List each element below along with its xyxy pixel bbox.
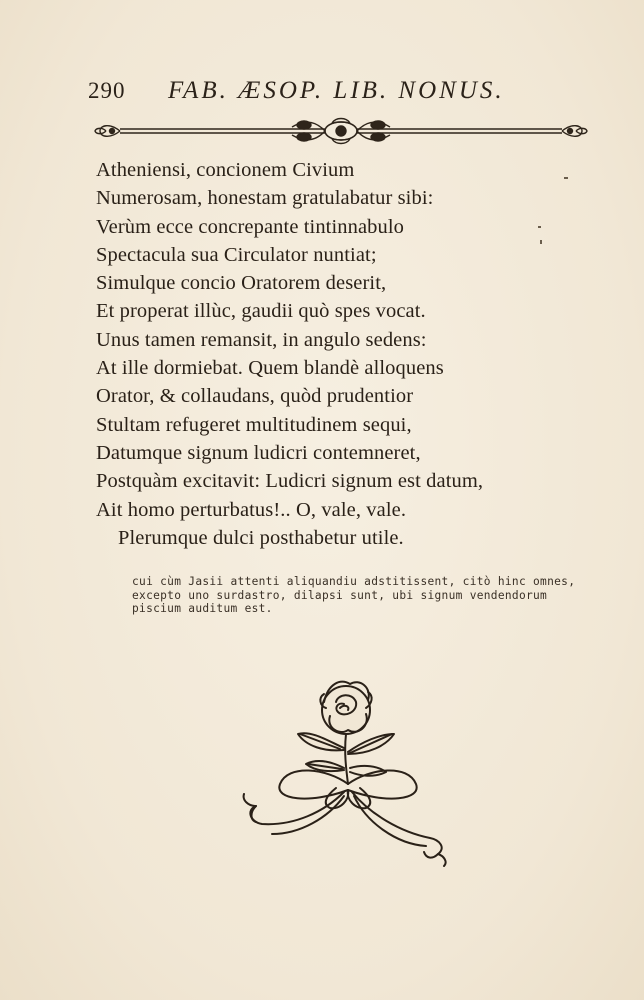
poem-line: Stultam refugeret multitudinem sequi, [96,413,412,436]
poem-moral: Plerumque dulci posthabetur utile. [118,526,404,549]
poem-body [96,156,556,552]
printing-speck [564,177,568,179]
running-title: FAB. ÆSOP. LIB. NONUS. [168,77,505,104]
poem-line: Ait homo perturbatus!.. O, vale, vale. [96,498,407,521]
poem-line: Spectacula sua Circulator nuntiat; [96,243,377,266]
footnote-line: piscium auditum est. [132,602,273,615]
poem-line: Unus tamen remansit, in angulo sedens: [96,328,427,351]
footnote-line: cui cùm Jasii attenti aliquandiu adstitissent, citò hinc omnes, [132,575,576,588]
rose-tailpiece-ornament [240,672,452,868]
poem-line: Orator, & collaudans, quòd prudentior [96,385,414,408]
footnote [132,575,612,616]
page-number: 290 [88,78,126,103]
poem-line: Atheniensi, concionem Civium [96,159,355,181]
poem-line: Simulque concio Oratorem deserit, [96,272,387,295]
poem-line: Numerosam, honestam gratulabatur sibi: [96,187,434,210]
running-head [88,74,538,108]
printing-speck [540,240,542,244]
poem-line: Et properat illùc, gaudii quò spes vocat. [96,300,426,323]
printing-speck [538,226,541,228]
poem-line: At ille dormiebat. Quem blandè alloquens [96,357,444,380]
decorative-rule-ornament [92,113,590,149]
poem-line: Postquàm excitavit: Ludicri signum est datum, [96,470,484,493]
footnote-line: excepto uno surdastro, dilapsi sunt, ubi signum vendendorum [132,588,548,602]
poem-line: Verùm ecce concrepante tintinnabulo [96,215,405,238]
poem-line: Datumque signum ludicri contemneret, [96,441,421,464]
